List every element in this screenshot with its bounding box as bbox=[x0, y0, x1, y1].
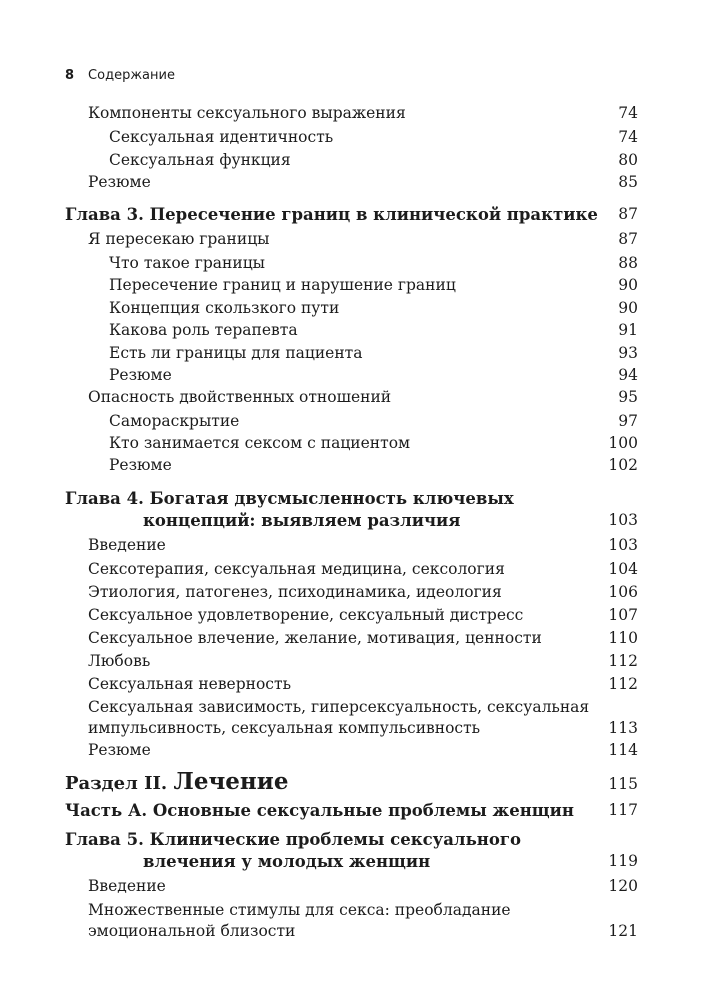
toc-entry-title-line: концепций: выявляем различия bbox=[143, 511, 461, 530]
toc-entry-page: 112 bbox=[608, 675, 638, 693]
toc-entry-title: Сексуальная неверность bbox=[88, 675, 292, 693]
toc-entry-title-line: влечения у молодых женщин bbox=[143, 852, 431, 871]
toc-entry-page: 119 bbox=[608, 852, 638, 870]
toc-entry-title-line: импульсивность, сексуальная компульсивность bbox=[88, 719, 481, 737]
toc-entry-page: 90 bbox=[618, 276, 638, 294]
toc-entry-page: 94 bbox=[618, 366, 638, 384]
toc-entry-page: 107 bbox=[608, 606, 638, 624]
toc-entry-title: Концепция скользкого пути bbox=[109, 299, 340, 317]
toc-entry-title: Пересечение границ и нарушение границ bbox=[109, 276, 456, 294]
toc-entry-page: 74 bbox=[618, 104, 638, 122]
toc-entry-title: Сексуальное удовлетворение, сексуальный дистресс bbox=[88, 606, 524, 624]
toc-entry-title: Резюме bbox=[109, 366, 172, 384]
toc-entry-title: Любовь bbox=[88, 652, 151, 670]
toc-entry-title: Сексотерапия, сексуальная медицина, сексология bbox=[88, 560, 505, 578]
toc-entry-title: Какова роль терапевта bbox=[109, 321, 298, 339]
toc-entry-page: 115 bbox=[608, 775, 638, 793]
toc-entry-title: Компоненты сексуального выражения bbox=[88, 104, 406, 122]
toc-entry-page: 80 bbox=[618, 151, 638, 169]
toc-entry-page: 114 bbox=[608, 741, 638, 759]
page-number: 8 bbox=[65, 68, 75, 83]
toc-entry-title: Кто занимается сексом с пациентом bbox=[109, 434, 411, 452]
toc-entry-title: Введение bbox=[88, 877, 166, 895]
toc-entry-page: 95 bbox=[618, 388, 638, 406]
toc-entry-page: 106 bbox=[608, 583, 638, 601]
toc-entry-page: 112 bbox=[608, 652, 638, 670]
toc-entry-title: Сексуальная идентичность bbox=[109, 128, 334, 146]
toc-entry-page: 87 bbox=[618, 230, 638, 248]
toc-entry-page: 87 bbox=[618, 205, 638, 223]
toc-entry-page: 90 bbox=[618, 299, 638, 317]
toc-entry-page: 104 bbox=[608, 560, 638, 578]
toc-entry-page: 120 bbox=[608, 877, 638, 895]
toc-entry-title: Сексуальная функция bbox=[109, 151, 291, 169]
toc-entry-page: 74 bbox=[618, 128, 638, 146]
toc-entry-page: 102 bbox=[608, 456, 638, 474]
toc-entry-title-line: Множественные стимулы для секса: преобладание bbox=[88, 901, 511, 919]
toc-entry-title-line: Глава 5. Клинические проблемы сексуального bbox=[65, 830, 521, 849]
toc-entry-page: 121 bbox=[608, 922, 638, 940]
toc-entry-page: 110 bbox=[608, 629, 638, 647]
toc-entry-title: Введение bbox=[88, 536, 166, 554]
toc-entry-title-line: эмоциональной близости bbox=[88, 922, 296, 940]
toc-entry-page: 103 bbox=[608, 536, 638, 554]
toc-entry-title: Глава 3. Пересечение границ в клинической практике bbox=[65, 205, 598, 224]
toc-entry-title: Сексуальное влечение, желание, мотивация, ценности bbox=[88, 629, 542, 647]
toc-entry-page: 103 bbox=[608, 511, 638, 529]
toc-entry-title: Что такое границы bbox=[109, 254, 265, 272]
toc-entry-title: Резюме bbox=[109, 456, 172, 474]
toc-entry-title-line: Глава 4. Богатая двусмысленность ключевых bbox=[65, 489, 514, 508]
toc-section-main: Лечение bbox=[173, 768, 289, 795]
toc-entry-title: Есть ли границы для пациента bbox=[109, 344, 363, 362]
toc-entry-page: 88 bbox=[618, 254, 638, 272]
toc-entry-page: 113 bbox=[608, 719, 638, 737]
toc-entry-title: Самораскрытие bbox=[109, 412, 240, 430]
toc-entry-title: Резюме bbox=[88, 741, 151, 759]
toc-entry-page: 117 bbox=[608, 801, 638, 819]
toc-entry-title-line: Сексуальная зависимость, гиперсексуальность, сексуальная bbox=[88, 698, 590, 716]
toc-entry-title: Резюме bbox=[88, 173, 151, 191]
toc-entry-title: Я пересекаю границы bbox=[88, 230, 270, 248]
toc-entry-title: Опасность двойственных отношений bbox=[88, 388, 392, 406]
toc-entry-page: 93 bbox=[618, 344, 638, 362]
toc-entry-page: 85 bbox=[618, 173, 638, 191]
toc-entry-title: Часть А. Основные сексуальные проблемы женщин bbox=[65, 801, 574, 820]
toc-entry-page: 97 bbox=[618, 412, 638, 430]
toc-entry-title bbox=[65, 768, 289, 795]
toc-entry-title: Этиология, патогенез, психодинамика, идеология bbox=[88, 583, 502, 601]
toc-entry-page: 100 bbox=[608, 434, 638, 452]
toc-section-prefix: Раздел II. bbox=[65, 773, 168, 794]
running-title: Содержание bbox=[88, 68, 175, 83]
toc-entry-page: 91 bbox=[618, 321, 638, 339]
